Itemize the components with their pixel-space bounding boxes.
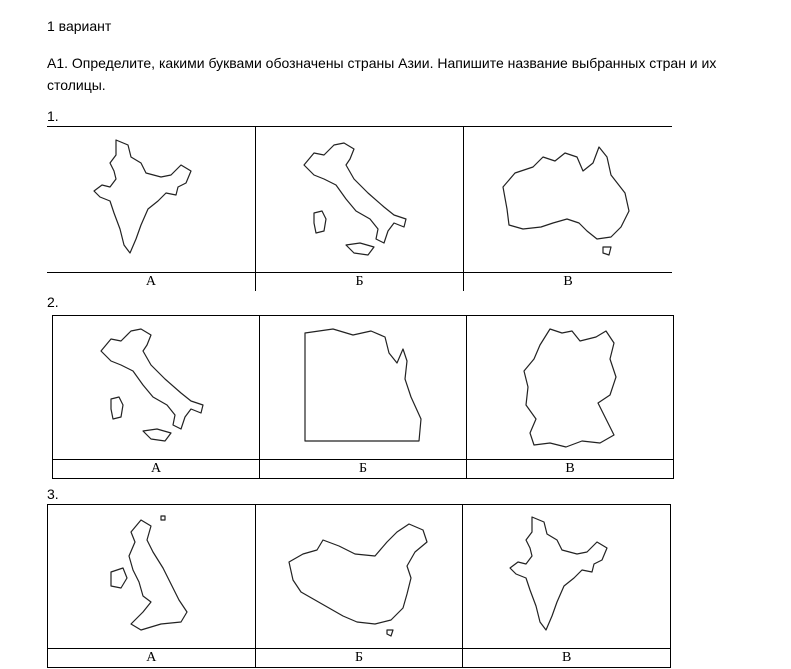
- india-map-icon: [86, 135, 216, 265]
- italy-map-icon: [284, 135, 434, 265]
- answer-label: В: [464, 273, 672, 292]
- answer-label: В: [463, 649, 671, 668]
- answer-label: А: [48, 649, 256, 668]
- answer-label: А: [145, 274, 156, 289]
- map-cell: [47, 127, 255, 273]
- map-cell: [467, 316, 674, 460]
- australia-map-icon: [493, 135, 643, 265]
- answer-label: Б: [255, 649, 463, 668]
- map-table-2: [52, 315, 674, 479]
- question-number: 2.: [47, 294, 59, 310]
- uk-map-icon: [91, 512, 211, 642]
- egypt-map-icon: [293, 323, 433, 453]
- map-table-1: [47, 126, 672, 291]
- question-number: 1.: [47, 108, 59, 124]
- map-table-3: [47, 504, 671, 668]
- map-cell: [255, 505, 463, 649]
- map-cell: [48, 505, 256, 649]
- india-map-icon: [502, 512, 632, 642]
- answer-label: Б: [260, 460, 467, 479]
- germany-map-icon: [510, 323, 630, 453]
- italy-map-icon: [81, 323, 231, 453]
- china-map-icon: [279, 512, 439, 642]
- map-cell: [464, 127, 672, 273]
- map-cell: [53, 316, 260, 460]
- answer-label: Б: [255, 273, 463, 292]
- answer-label: В: [467, 460, 674, 479]
- variant-title: 1 вариант: [47, 18, 112, 34]
- answer-label: А: [53, 460, 260, 479]
- task-text: А1. Определите, какими буквами обозначены страны Азии. Напишите название выбранных стран и их столицы.: [47, 55, 717, 93]
- map-cell: [255, 127, 463, 273]
- map-cell: [463, 505, 671, 649]
- map-cell: [260, 316, 467, 460]
- question-number: 3.: [47, 486, 59, 502]
